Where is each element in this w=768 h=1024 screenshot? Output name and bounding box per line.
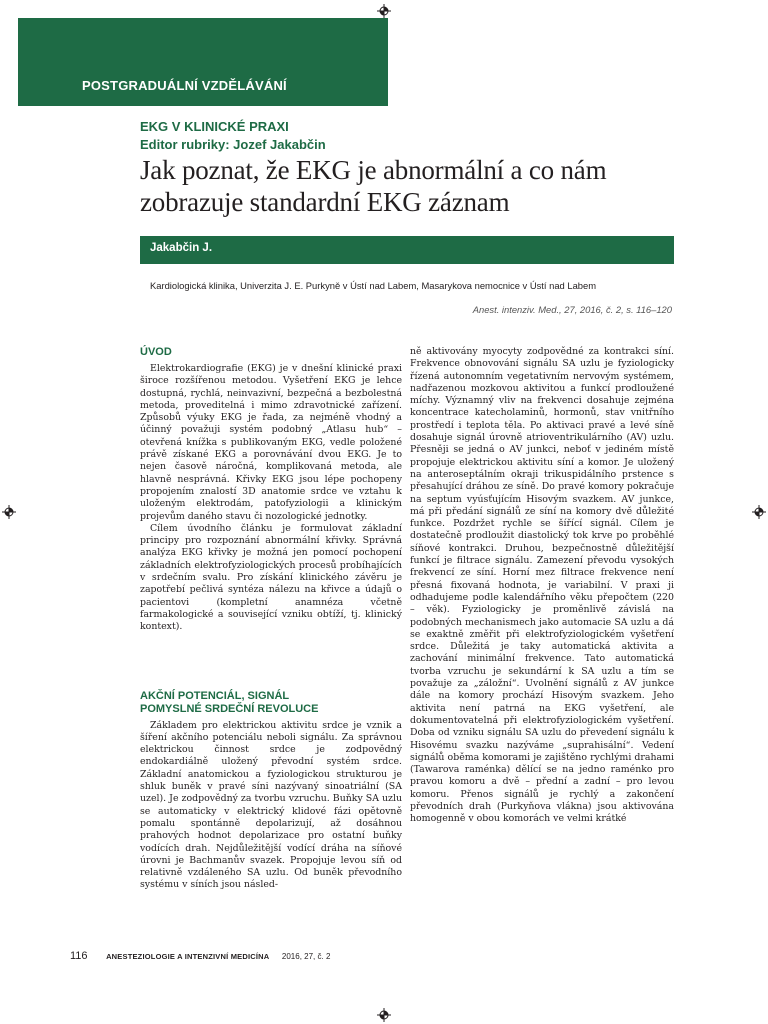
rubric-series: EKG V KLINICKÉ PRAXI (140, 119, 289, 134)
section-heading-intro: ÚVOD (140, 346, 172, 358)
article-title-line-2: zobrazuje standardní EKG záznam (140, 187, 510, 217)
registration-mark-left-icon (2, 505, 16, 519)
right-column (410, 346, 674, 826)
journal-name: ANESTEZIOLOGIE A INTENZIVNÍ MEDICÍNA (106, 952, 270, 961)
section-heading-line-1: AKČNÍ POTENCIÁL, SIGNÁL (140, 689, 290, 702)
section-heading-line-2: POMYSLNÉ SRDEČNÍ REVOLUCE (140, 702, 319, 715)
affiliation: Kardiologická klinika, Univerzita J. E. Purkyně v Ústí nad Labem, Masarykova nemocnice v Ústí nad Labem (150, 280, 597, 291)
page-footer (70, 950, 330, 962)
section-banner-label: POSTGRADUÁLNÍ VZDĚLÁVÁNÍ (82, 78, 287, 93)
paragraph: Elektrokardiografie (EKG) je v dnešní klinické praxi široce rozšířenou metodou. Vyšetření EKG je lehce dostupná, rychlá, neinvazivní, bezpečná a bezbolestná metoda, proveditelná i mimo zdravotnické zařízení. Způsobů výuky EKG je řada, za nejméně vhodný a účinný považuji systém podobný „Atlasu hub“ – otevřená knížka s publikovaným EKG, vedle položené právě získané EKG a porovnávání dvou EKG. Je to nejen časově náročná, komplikovaná metoda, ale hlavně nesprávná. Křivky EKG jsou lépe pochopeny propojením znalostí 3D anatomie srdce ve vztahu k uloženým elektrodám, patofyziologii a klinickým projevům daného stavu či nozologické jednotky. (140, 363, 402, 522)
registration-mark-right-icon (752, 505, 766, 519)
left-column (140, 346, 402, 892)
article-title-line-1: Jak poznat, že EKG je abnormální a co nám (140, 155, 607, 185)
registration-mark-top-icon (377, 4, 391, 18)
paragraph: ně aktivovány myocyty zodpovědné za kontrakci síní. Frekvence obnovování signálu SA uzlu je fyziologicky řízená autonomním vegetativním nervovým systémem, nadřazenou mozkovou aktivitou a funkcí prodloužené míchy. Významný vliv na frekvenci dosahuje zejména koncentrace katecholaminů, hormonů, stav vnitřního prostředí i teplota těla. Po aktivaci pravé a levé síně dosahuje signál úrovně atrioventrikulárního (AV) uzlu. Přesněji se jedná o AV junkci, neboť v jediném místě propojuje elektrickou aktivitu síní a komor. Je uložený na anteroseptálním okraji trikuspidálního prstence s přesahující dráhou ze síně. Do pravé komory pokračuje na septum vyúsťujícím Hisovým svazkem. AV junkce, má při předání signálů ze síní na komory dvě důležité funkce. Pozdržet rychle se šířící signál. Cílem je dostatečně prodloužit diastolický tok krve po proběhlé síňové kontrakci. Druhou, bezpečnostně důležitější funkcí je filtrace signálu. Zamezení převodu vysokých frekvencí ze síní. Horní mez filtrace frekvence není přesná fixovaná hodnota, je variabilní. V praxi ji odhadujeme podle kalendářního věku přepočtem (220 – věk). Fyziologicky je proměnlivě závislá na podobných mechanismech jako automacie SA uzlu a dá se exaktně změřit při elektrofyziologickém vyšetření srdce. Důležitá je taky automatická aktivita a zachování minimální frekvence. Tato automatická tvorba vzruchu je sekundární k SA uzlu a tím se považuje za „záložní“. Uvolnění signálů z AV junkce dále na komory prochází Hisovým svazkem. Jeho aktivita není patrná na EKG vyšetření, ale dokumentovatelná při elektrofyziologickém vyšetření. Doba od vzniku signálu SA uzlu do převedení signálu k Hisovému svazku nazýváme „suprahisální“. Vedení signálů oběma komorami je zajištěno rychlými drahami (Tawarova raménka) dělící se na jedno raménko pro pravou komoru a dvě – přední a zadní – pro levou komoru. Přenos signálů je rychlý a zakončení převodních drah (Purkyňova vlákna) jsou aktivována homogenně v obou komorách ve velmi krátké (410, 346, 674, 825)
section-heading-action-potential (140, 690, 402, 716)
citation: Anest. intenziv. Med., 27, 2016, č. 2, s. 116–120 (472, 304, 672, 315)
registration-mark-bottom-icon (377, 1008, 391, 1022)
author-name: Jakabčin J. (150, 242, 213, 254)
author-bar (140, 236, 674, 264)
rubric-editor: Editor rubriky: Jozef Jakabčin (140, 137, 326, 152)
rubric (140, 118, 326, 154)
journal-issue: 2016, 27, č. 2 (281, 952, 331, 961)
paragraph: Základem pro elektrickou aktivitu srdce je vznik a šíření akčního potenciálu neboli signálu. Za správnou elektrickou činnost srdce je zodpovědný endokardiálně uložený převodní systém srdce. Základní anatomickou a fyziologickou strukturou je shluk buněk v pravé síni nazývaný sinoatriální (SA uzel). Je zodpovědný za tvorbu vzruchu. Buňky SA uzlu se automaticky v elektrický klidové fázi opětovně pomalu spontánně depolarizují, až dosáhnou prahových hodnot depolarizace pro ostatní buňky vodících drah. Nejdůležitější vodící dráha na síňové úrovni je Bachmanův svazek. Propojuje levou síň od relativně vzdáleného SA uzlu. Od buněk převodního systému v síních jsou násled- (140, 719, 402, 891)
paragraph: Cílem úvodního článku je formulovat základní principy pro rozpoznání abnormální křivky. Správná analýza EKG křivky je možná jen pomocí pochopení základních elektrofyziologických procesů probíhajících v srdečním svalu. Pro získání klinického závěru je zapotřebí pečlivá syntéza nálezu na křivce a údajů o pacientovi (kompletní anamnéza včetně farmakologické a související vzniku obtíží, tj. klinický kontext). (140, 522, 402, 633)
page-number: 116 (70, 950, 88, 962)
article-title (140, 154, 700, 218)
